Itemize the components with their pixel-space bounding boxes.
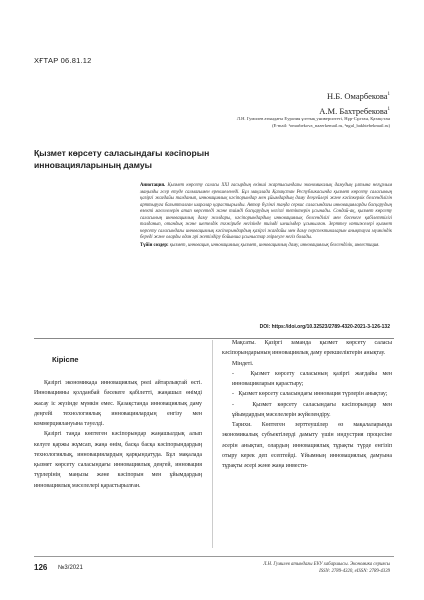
footer-divider [34,556,394,557]
affiliation [237,116,390,129]
doi-link[interactable]: DOI: https://doi.org/10.32523/2789-4320-2021-3-126-132 [259,324,390,330]
author-name: Н.Б. Омарбекова$^1$ [327,90,390,101]
affiliation-university: Л.Н. Гумилев атындағы Еуразия ұлттық университеті, Нұр-Сұлтан, Қазақстан [236,116,390,121]
authors-block [319,88,390,118]
list-item: - Қызмет көрсету саласының қазіргі жағдайы мен инновацияларын қарастыру; [232,370,392,387]
author-name: А.М. Бахтребекова$^1$ [319,105,390,116]
keywords-label: Түйін сөздер: [140,242,169,248]
classification-code: ХҒТАР 06.81.12 [34,56,92,65]
paragraph: Тарихи. Көптеген зерттеушілер өз мақалаларында экономикалық субъектілерді дамыту үшін индустрия процесіне әсерін анықтап, олардың инновациялық тұрақты түрде енгізіп отыру керек деп есептейді. Ұйымның инновациялық дамуына тұрақты әсері және жаңа инвести- [222,422,392,469]
journal-issn: ISSN: 2789-4320, eISSN: 2789-4339 [319,569,390,575]
journal-info [263,561,390,575]
paragraph: Қазіргі экономикада инновациялық рөлі айтарлықтай өсті. Инновацияны қолданбай бәсекеге қабілетті, жаңашыл өнімді жасау іс жүзінде мүмкін емес. Қазақстанда инновациялық даму деңгейі технологиялық инновациялардың енгізу мен коммерциялануына тәуелді. [34,380,202,427]
journal-name: Л.Н. Гумилев атындағы ЕҰУ хабаршысы. Экономика сериясы [263,562,390,567]
keywords-text: қызмет, инновация, инновациялық қызмет, инновациялық даму, инновациялық белсенділік, инвестиция. [169,242,380,248]
paragraph: Қазіргі таңда көптеген кәсіпорындар жаңашылдық алып келуге қаржы жұмсап, жаңа өнім, басқа басқа кәсіпорындардың технологиялық, инновациялардың қарқындатуда. Бұл мақалада қызмет көрсету саласындағы инновациялық деңгей, инновация түрлерінің маңызы және кәсіпорын мен ұйымдардың инновациялық мәселелері қарастырылған. [34,431,202,489]
affiliation-email: (E-mail: ¹omarbekova_nazerkemail.ru, ²ngul_bakhtebekmail.ru) [272,122,390,128]
intro-heading: Кіріспе [52,355,79,364]
column-divider [212,340,213,548]
keywords [140,243,392,250]
abstract-text: Қызмет көрсету саласы XXI ғасырдың екінші жартысындағы экономикалық дамудың ұлтына неғұрлым маңызды әсер етуде салмағымен ерекшеленеді. Бұл мақалада Қазақстан Республикасында қызмет көрсету саласының қазіргі жағдайы талданып, инновациялық кәсіпорындар мен ұйымдардың даму деңгейлері және кәсіпкерлік белсенділігін арттыруға бағытталған шаралар қарастырылды. Автор бүгінгі таңда сервис саласындағы инновацияларды басқарудың өзекті мәселелерін атап көрсетеді және тиімді басқарудың негізгі тетіктерін ұсынады. Сондай-ақ, қызмет көрсету саласының инновациялық даму жолдары, кәсіпорындардың инновациялық белсенділігі мен бәсекеге қабілеттілігі талданып, отандық және шетелдік тәжірибе негізінде тиімді шешімдер ұсынылған. Зерттеу нәтижелері қызмет көрсету саласындағы инновациялық кәсіпорындардың қазіргі жағдайы мен даму перспективаларын анықтауға мүмкіндік береді және оларды одан әрі жетілдіру бойынша ұсыныстар әзірлеуге негіз болады. [140,183,393,241]
list-item: - Қызмет көрсету саласындағы инновация түрлерін анықтау; [232,391,388,398]
paragraph: Мақсаты. Қазіргі заманда қызмет көрсету саласы кәсіпорындарының инновациялық даму ерекшеліктерін анықтау. [222,340,392,357]
abstract [140,183,392,249]
paragraph: Міндеті. [232,360,254,367]
article-title: Қызмет көрсету саласындағы кәсіпорын инновацияларының дамуы [34,148,210,170]
abstract-body [140,183,392,242]
page-number: 126 [34,563,48,572]
left-column [34,378,202,491]
abstract-label: Аннотация. [140,183,166,188]
issue-number: №3/2021 [58,565,83,571]
right-column [222,338,392,471]
list-item: - Қызмет көрсету саласындағы кәсіпорындар мен ұйымдардың мәселелерін жүйелендіру. [232,401,393,418]
